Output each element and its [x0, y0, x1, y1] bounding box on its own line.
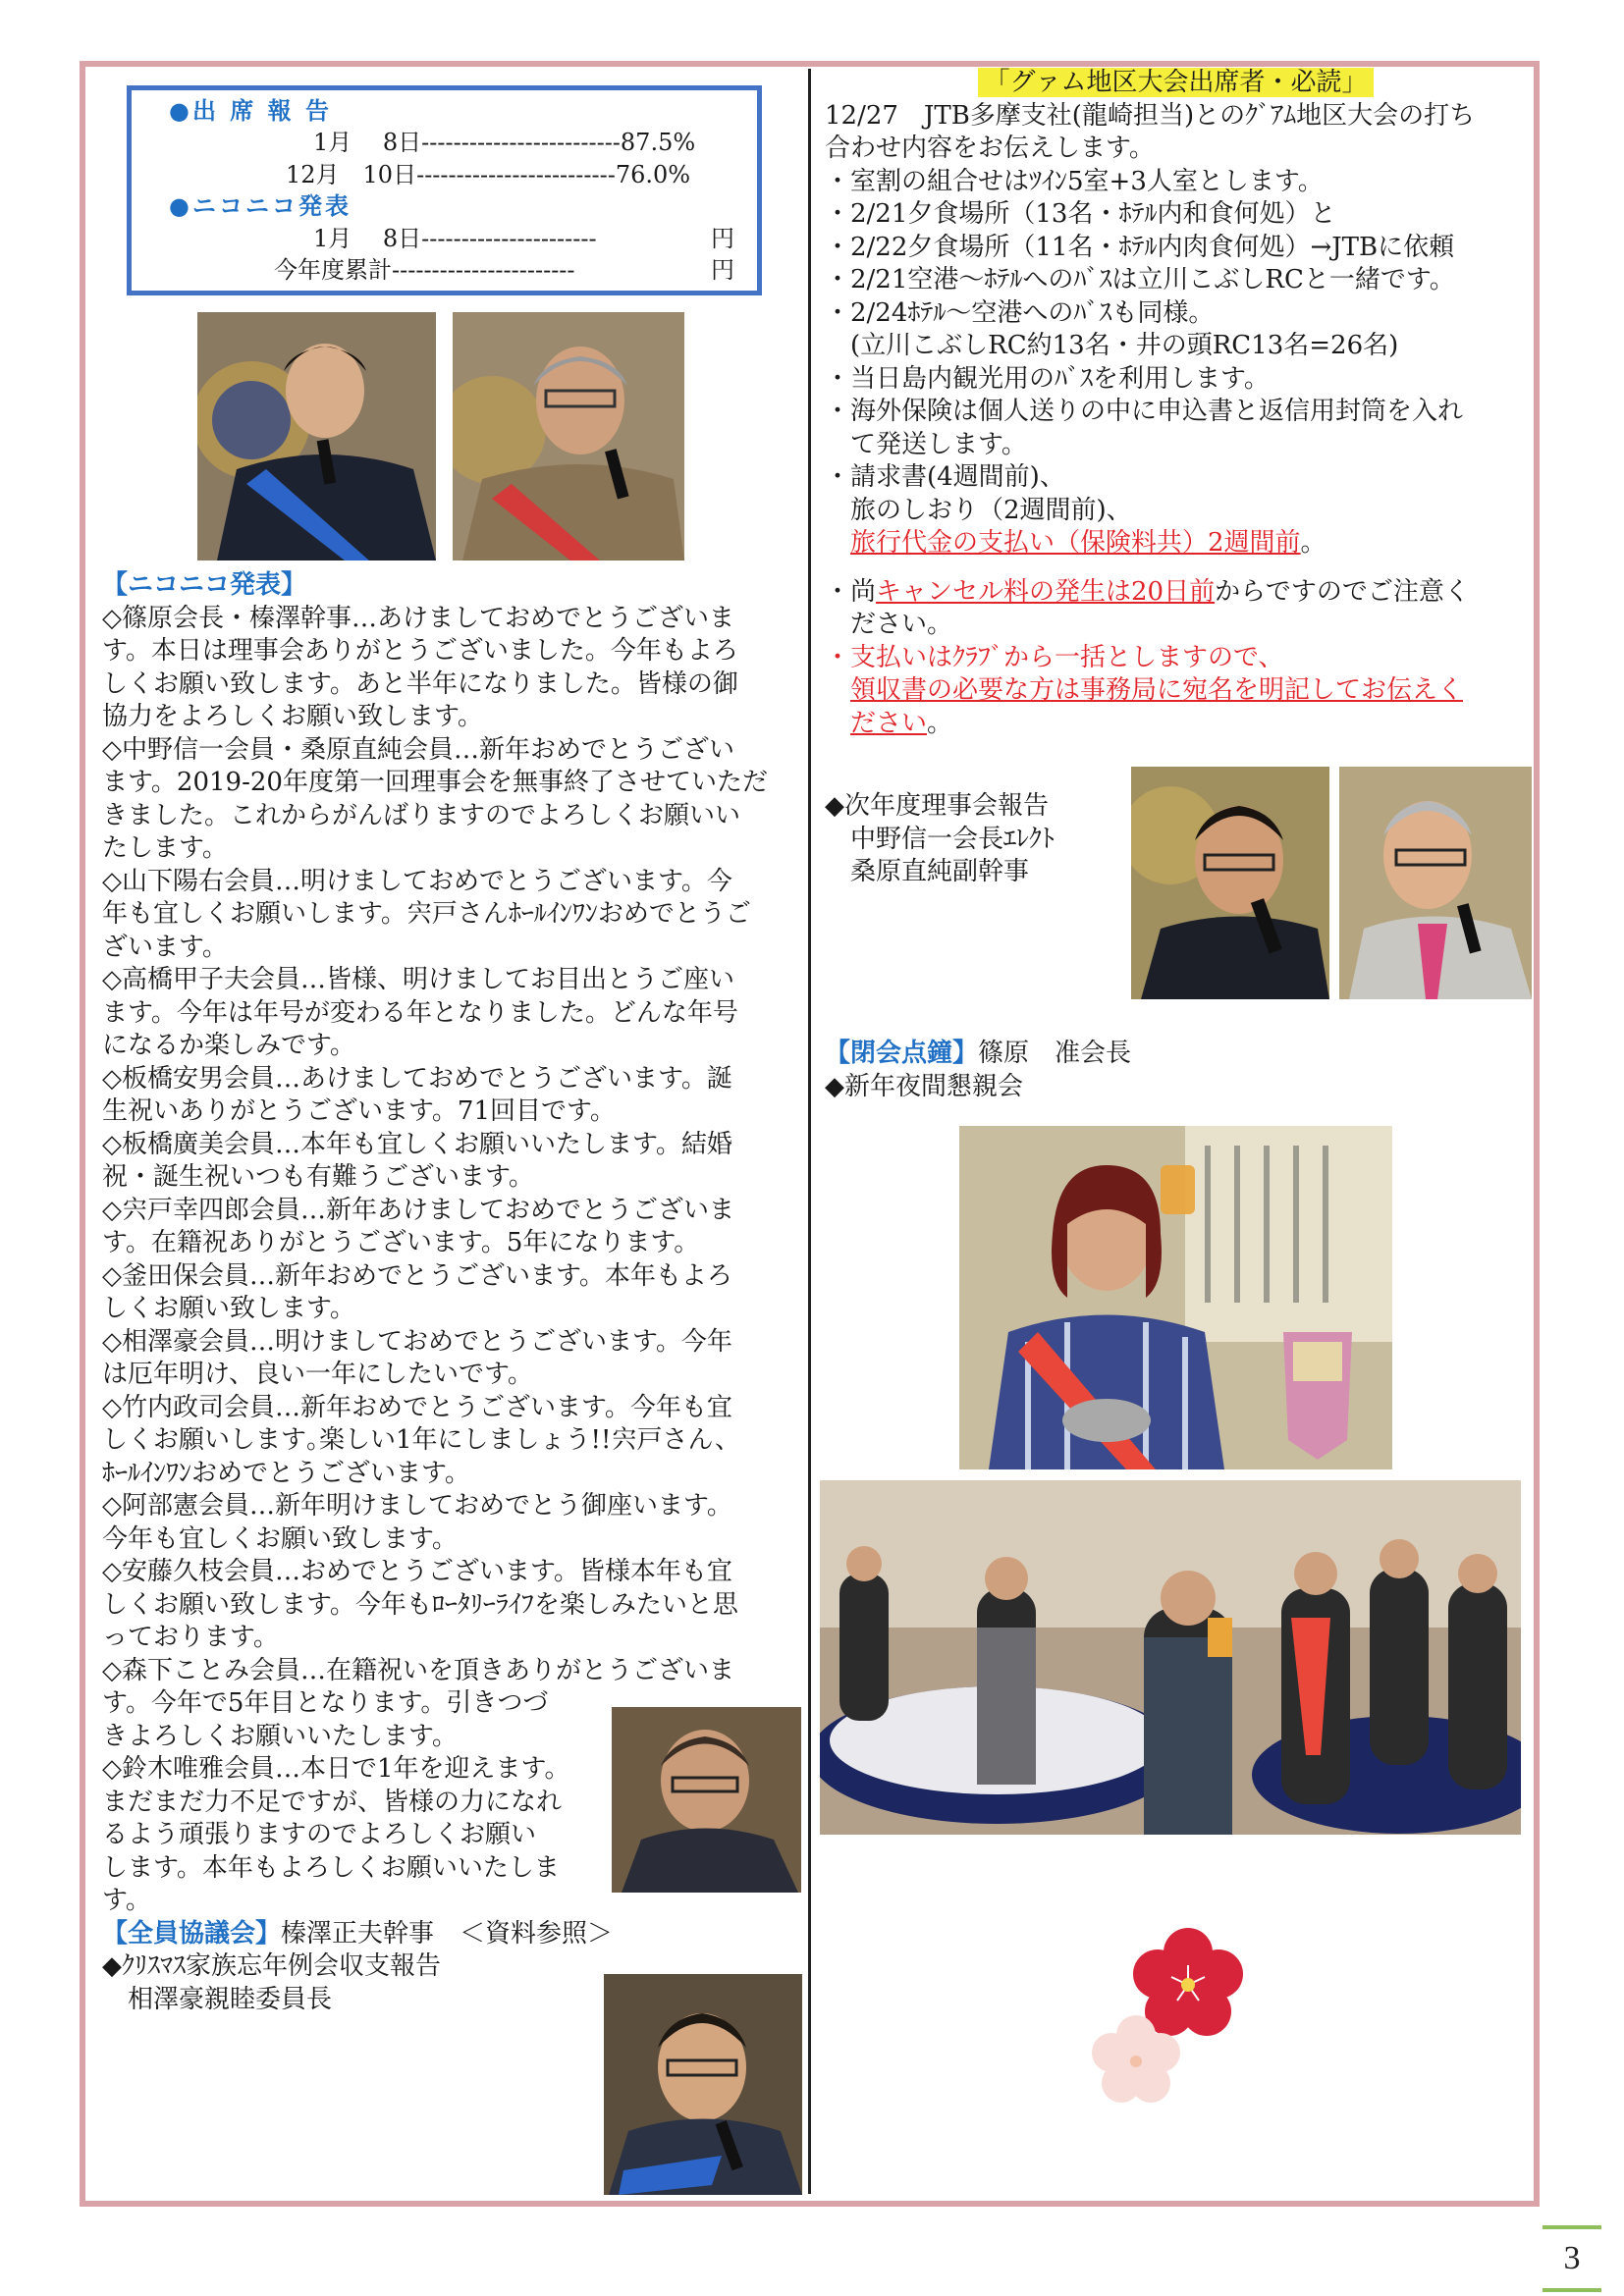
nico-message-line: ます。今年は年号が変わる年となりました。どんな年号: [102, 997, 738, 1028]
nico-message-line: しくお願いします｡楽しい1年にしましょう!!宍戸さん、: [102, 1425, 740, 1455]
photo-president-elect: [1131, 767, 1329, 999]
receipt-note-end: ださい。: [850, 708, 953, 738]
party-title: ◆新年夜間懇親会: [825, 1071, 1023, 1101]
nico-row-unit: 円: [711, 225, 734, 252]
xmas-report-line: ◆ｸﾘｽﾏｽ家族忘年例会収支報告: [102, 1951, 441, 1981]
guam-info-line: (立川こぶしRC約13名・井の頭RC13名=26名): [825, 331, 1399, 360]
nico-message-line: します。本年もよろしくお願いいたしま: [102, 1852, 560, 1883]
nico-row: 1月 8日----------------------: [313, 225, 597, 252]
nico-message-line: きました。これからがんばりますのでよろしくお願いい: [102, 800, 741, 830]
receipt-note: 領収書の必要な方は事務局に宛名を明記してお伝えく: [850, 675, 1464, 705]
photo-party-hall: [820, 1480, 1521, 1835]
nico-message-line: しくお願い致します。あと半年になりました。皆様の御: [102, 668, 738, 699]
nico-message-line: ざいます。: [102, 932, 228, 962]
closing-rest: 篠原 准会長: [978, 1039, 1132, 1068]
guam-info-line: ・室割の組合せはﾂｲﾝ5室+3人室とします。: [825, 166, 1324, 196]
nico-message-line: ◇釜田保会員…新年おめでとうございます。本年もよろ: [102, 1260, 732, 1291]
cancel-note-cont: ださい。: [850, 610, 953, 639]
guam-title: 「グァム地区大会出席者・必読」: [978, 68, 1373, 97]
nico-message-line: ◇山下陽右会員…明けましておめでとうございます。今: [102, 866, 732, 896]
cancel-note: ・尚キャンセル料の発生は20日前からですのでご注意く: [825, 576, 1470, 607]
nico-message-line: ◇竹内政司会員…新年おめでとうございます。今年も宜: [102, 1392, 732, 1422]
nico-message-line: ◇板橋廣美会員…本年も宜しくお願いいたします。結婚: [102, 1129, 732, 1159]
nico-message-line: ◇森下ことみ会員…在籍祝いを頂きありがとうございま: [102, 1655, 734, 1685]
nico-message-line: たします。: [102, 833, 228, 863]
nico-message-line: す。今年で5年目となります。引きつづ: [102, 1688, 549, 1718]
nico-message-line: す。在籍祝ありがとうございます。5年になります。: [102, 1228, 700, 1257]
nico-message-line: になるか楽しみです。: [102, 1031, 355, 1060]
nico-message-line: まだまだ力不足ですが、皆様の力になれ: [102, 1787, 563, 1817]
nico-message-line: は厄年明け、良い一年にしたいです。: [102, 1360, 533, 1389]
board-report: [825, 790, 1119, 889]
nico-message-line: す。本日は理事会ありがとうございました。今年もよろ: [102, 636, 738, 666]
meeting-title: 【全員協議会】: [102, 1918, 282, 1949]
page-number: 3: [1543, 2225, 1601, 2292]
payment-due: 旅行代金の支払い（保険料共）2週間前。: [850, 528, 1326, 558]
attendance-heading: ●出 席 報 告: [169, 97, 333, 125]
nico-message-line: っております。: [102, 1623, 279, 1652]
guam-info-line: ・2/22夕食場所（11名・ﾎﾃﾙ内肉食何処）→JTBに依頼: [825, 232, 1455, 262]
closing-line: [825, 1038, 1527, 1071]
board-president-elect: 中野信一会長ｴﾚｸﾄ: [850, 824, 1056, 854]
guam-info-line: ・当日島内観光用のﾊﾞｽを利用します。: [825, 363, 1270, 394]
guam-info-list: [825, 100, 1527, 528]
closing-section: [825, 1038, 1527, 1103]
closing-title: 【閉会点鐘】: [825, 1039, 979, 1068]
nico-message-line: ◇相澤豪会員…明けましておめでとうございます。今年: [102, 1326, 732, 1357]
nico-section-title: 【ニコニコ発表】: [102, 570, 307, 600]
nico-message-line: きよろしくお願いいたします。: [102, 1721, 458, 1751]
nico-heading: ●ニコニコ発表: [169, 192, 352, 220]
meeting-rest: 榛澤正夫幹事 ＜資料参照＞: [281, 1918, 614, 1949]
guam-info-line: ・2/24ﾎﾃﾙ～空港へのﾊﾞｽも同様。: [825, 297, 1215, 328]
nico-message-line: ◇中野信一会員・桑原直純会員…新年おめでとうござい: [102, 734, 734, 765]
nico-message-line: しくお願い致します。今年もﾛｰﾀﾘｰﾗｲﾌを楽しみたいと思: [102, 1589, 738, 1620]
attendance-row: 12月 10日-------------------------76.0%: [286, 161, 691, 188]
photo-toast: [959, 1126, 1392, 1469]
plum-blossom-pink-icon: [1090, 2015, 1182, 2108]
nico-message-line: しくお願い致します。: [102, 1294, 355, 1323]
nico-message-line: ◇阿部憲会員…新年明けましておめでとう御座います。: [102, 1491, 732, 1521]
guam-info-line: ・請求書(4週間前)、: [825, 462, 1065, 492]
guam-info-line: 合わせ内容をお伝えします。: [825, 133, 1155, 163]
photo-vice-secretary: [1339, 767, 1532, 999]
xmas-reporter: 相澤豪親睦委員長: [128, 1984, 333, 2014]
guam-info-line: て発送します。: [825, 429, 1027, 459]
nico-message-line: ◇宍戸幸四郎会員…新年あけましておめでとうございま: [102, 1195, 734, 1225]
guam-info-line: ・海外保険は個人送りの中に申込書と返信用封筒を入れ: [825, 397, 1464, 426]
photo-member-aizawa: [604, 1974, 802, 2195]
photo-member-suzuki: [612, 1707, 801, 1893]
nico-total-row: 今年度累計-----------------------: [274, 256, 575, 284]
nico-message-line: ます。2019-20年度第一回理事会を無事終了させていただ: [102, 768, 768, 797]
nico-message-line: ◇高橋甲子夫会員…皆様、明けましてお目出とうご座い: [102, 965, 734, 994]
nico-message-line: 生祝いありがとうございます。71回目です。: [102, 1096, 616, 1126]
attendance-box: [127, 85, 762, 295]
photo-president-speaking: [197, 312, 436, 561]
nico-message-line: ◇安藤久枝会員…おめでとうございます。皆様本年も宜: [102, 1557, 732, 1586]
guam-title-wrap: [825, 67, 1527, 100]
photo-secretary-speaking: [453, 312, 684, 561]
guam-info-line: ・2/21空港～ﾎﾃﾙへのﾊﾞｽは立川こぶしRCと一緒です。: [825, 265, 1455, 294]
meeting-line: [102, 1918, 809, 1951]
club-payment-note: ・支払いはｸﾗﾌﾞから一括としますので、: [825, 642, 1284, 672]
nico-message-line: 祝・誕生祝いつも有難うございます。: [102, 1162, 534, 1192]
nico-message-line: ◇篠原会長・榛澤幹事…あけましておめでとうございま: [102, 603, 734, 633]
nico-message-line: す。: [102, 1886, 151, 1915]
board-vice-secretary: 桑原直純副幹事: [850, 857, 1030, 886]
board-report-title: ◆次年度理事会報告: [825, 791, 1049, 821]
nico-message-line: ◇板橋安男会員…あけましておめでとうございます。誕: [102, 1063, 732, 1094]
nico-message-line: 協力をよろしくお願い致します。: [102, 702, 483, 731]
nico-message-line: るよう頑張りますのでよろしくお願い: [102, 1820, 537, 1849]
guam-info-line: 12/27 JTB多摩支社(龍崎担当)とのｸﾞｱﾑ地区大会の打ち: [825, 100, 1476, 131]
nico-message-line: 今年も宜しくお願い致します。: [102, 1523, 458, 1554]
nico-message-line: ◇鈴木唯雅会員…本日で1年を迎えます。: [102, 1754, 570, 1784]
attendance-row: 1月 8日-------------------------87.5%: [313, 129, 696, 156]
guam-info-line: ・2/21夕食場所（13名・ﾎﾃﾙ内和食何処）と: [825, 199, 1336, 229]
guam-info-line: 旅のしおり（2週間前)、: [825, 495, 1132, 525]
right-column: [825, 67, 1527, 740]
nico-message-line: 年も宜しくお願いします。宍戸さんﾎｰﾙｲﾝﾜﾝおめでとうご: [102, 899, 751, 929]
nico-message-line: ﾎｰﾙｲﾝﾜﾝおめでとうございます。: [102, 1458, 470, 1488]
nico-total-unit: 円: [711, 256, 734, 284]
